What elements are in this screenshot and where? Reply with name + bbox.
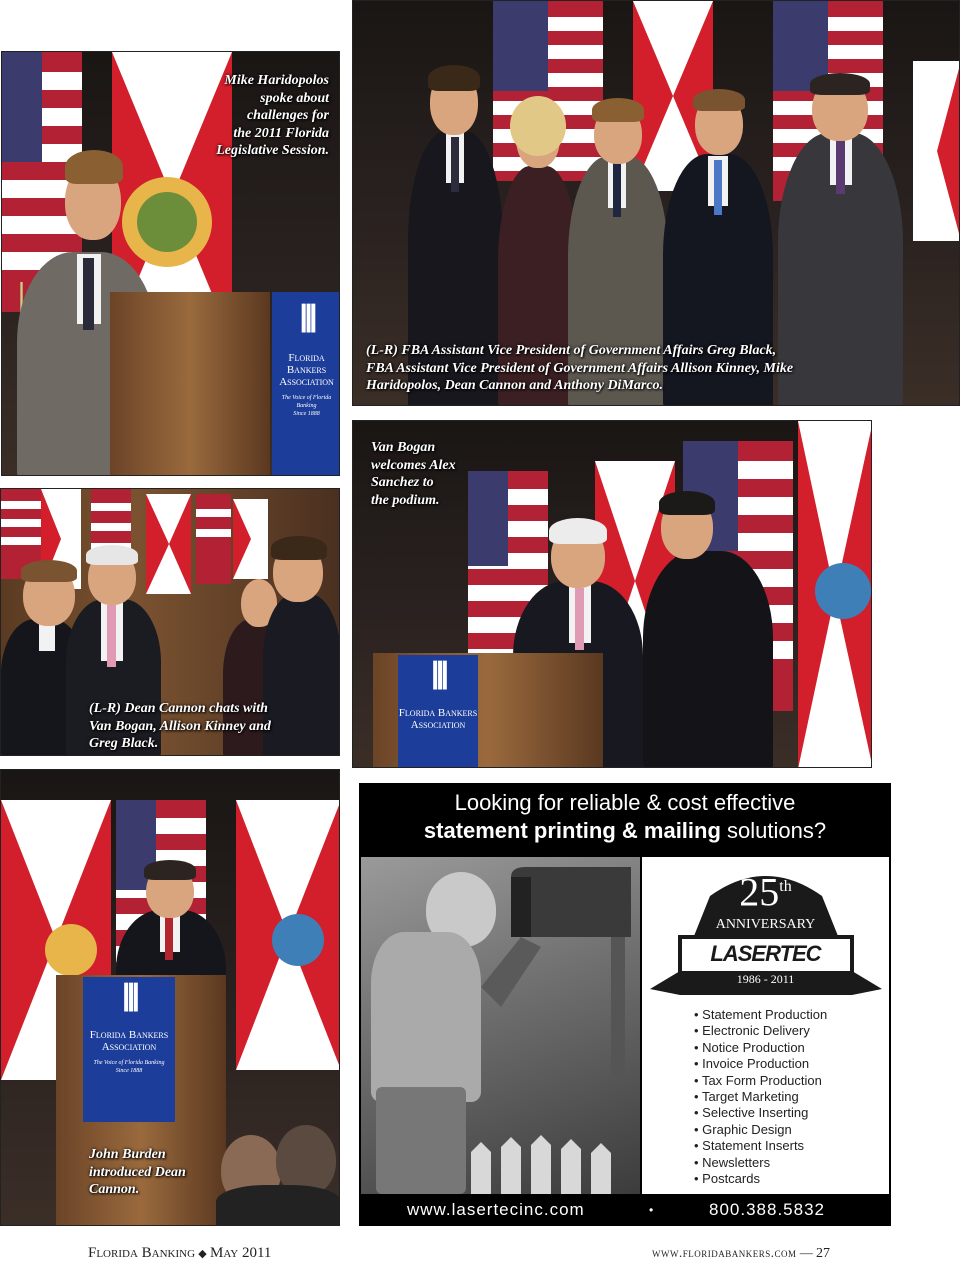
ad-headline-line1: Looking for reliable & cost effective: [454, 790, 796, 815]
anniversary-years: 1986 - 2011: [736, 972, 795, 986]
photo-bogan-sanchez: [352, 420, 872, 768]
ad-website-link[interactable]: www.lasertecinc.com: [407, 1200, 585, 1219]
podium-sign-since: Since 1888: [293, 411, 320, 417]
anniversary-number: [642, 865, 889, 914]
person-anthony-dimarco: [778, 73, 903, 406]
podium-sign-name-2: Association: [101, 1041, 157, 1053]
service-item: • Notice Production: [694, 1040, 827, 1056]
ad-photo-child-mailbox: [361, 857, 640, 1194]
ad-headline-bold: statement printing & mailing: [423, 818, 721, 843]
page-footer-left: [88, 1245, 271, 1262]
lasertec-brand: LASERTEC: [710, 941, 821, 966]
caption-haridopolos: Mike Haridopolos spoke about challenges for the 2011 Florida Legislative Session.: [216, 73, 329, 158]
audience-heads: [216, 1125, 340, 1226]
podium-sign: [398, 655, 478, 768]
ad-phone: 800.388.5832: [709, 1200, 825, 1219]
flag-florida-icon: [798, 421, 872, 768]
photo-burden: [0, 769, 340, 1226]
podium-sign-name-1: Florida Bankers: [286, 352, 327, 376]
service-item: • Statement Production: [694, 1007, 827, 1023]
service-item: • Postcards: [694, 1171, 827, 1187]
fba-logo-icon: ꟾꟾꟾ: [299, 306, 314, 339]
anniversary-number-value: 25: [739, 869, 780, 915]
ad-info-panel: [642, 857, 889, 1194]
ad-headline: [359, 789, 891, 845]
page-footer-right: [652, 1245, 830, 1262]
ad-footer-bar: [359, 1196, 891, 1224]
caption-group: (L-R) FBA Assistant Vice President of Government Affairs Greg Black, FBA Assistant Vice President of Government Affairs Allison Kinney, Mike Haridopolos, Dean Cannon and Anthony DiMarco.: [366, 343, 794, 393]
podium-sign-name-1: Florida Bankers: [89, 1029, 169, 1041]
child-body: [371, 932, 481, 1102]
podium-sign-tagline: The Voice of Florida Banking: [281, 395, 332, 409]
flag-florida-icon: [913, 61, 960, 241]
fence-icon: [471, 1127, 640, 1194]
caption-bogan: Van Bogan welcomes Alex Sanchez to the podium.: [371, 440, 456, 508]
flag-florida-icon: [236, 800, 340, 1070]
fba-logo-icon: ꟾꟾꟾ: [430, 663, 446, 696]
footer-website-link[interactable]: www.floridabankers.com: [652, 1245, 797, 1260]
anniversary-word: ANNIVERSARY: [715, 917, 816, 932]
podium-sign-tagline: The Voice of Florida Banking: [93, 1060, 165, 1066]
service-item: • Invoice Production: [694, 1056, 827, 1072]
lasertec-ad: [359, 783, 891, 1226]
person-alex-sanchez: [633, 491, 773, 768]
podium-sign: [83, 977, 175, 1122]
service-item: • Newsletters: [694, 1155, 827, 1171]
anniversary-number-suffix: th: [779, 878, 792, 895]
child-legs: [376, 1087, 466, 1194]
podium-sign-name-2: Association: [410, 719, 466, 731]
caption-cannon: (L-R) Dean Cannon chats with Van Bogan, Allison Kinney and Greg Black.: [89, 701, 271, 751]
magazine-title: Florida Banking: [88, 1245, 196, 1261]
person-greg-black: [263, 534, 340, 756]
diamond-icon: ◆: [198, 1248, 207, 1260]
service-item: • Graphic Design: [694, 1122, 827, 1138]
issue-date: May 2011: [210, 1245, 272, 1261]
ad-headline-end: solutions?: [720, 818, 827, 843]
services-list: [694, 1007, 827, 1187]
photo-cannon-chat: [0, 488, 340, 756]
podium-sign-name-2: Association: [279, 376, 334, 388]
mailbox-icon: [481, 867, 640, 1077]
podium-sign: [272, 292, 340, 476]
ad-headline-line2: [359, 817, 891, 845]
ad-separator: •: [649, 1203, 654, 1217]
service-item: • Statement Inserts: [694, 1138, 827, 1154]
service-item: • Tax Form Production: [694, 1073, 827, 1089]
service-item: • Target Marketing: [694, 1089, 827, 1105]
fba-logo-icon: ꟾꟾꟾ: [121, 985, 137, 1018]
caption-burden: John Burden introduced Dean Cannon.: [89, 1147, 186, 1197]
service-item: • Selective Inserting: [694, 1105, 827, 1121]
photo-haridopolos: [1, 51, 340, 476]
podium-sign-since: Since 1888: [115, 1068, 143, 1074]
podium-sign-name-1: Florida Bankers: [398, 707, 478, 719]
page-number: 27: [816, 1246, 830, 1261]
podium: [110, 292, 270, 476]
service-item: • Electronic Delivery: [694, 1023, 827, 1039]
photo-group: [352, 0, 960, 406]
footer-dash: —: [799, 1245, 813, 1260]
